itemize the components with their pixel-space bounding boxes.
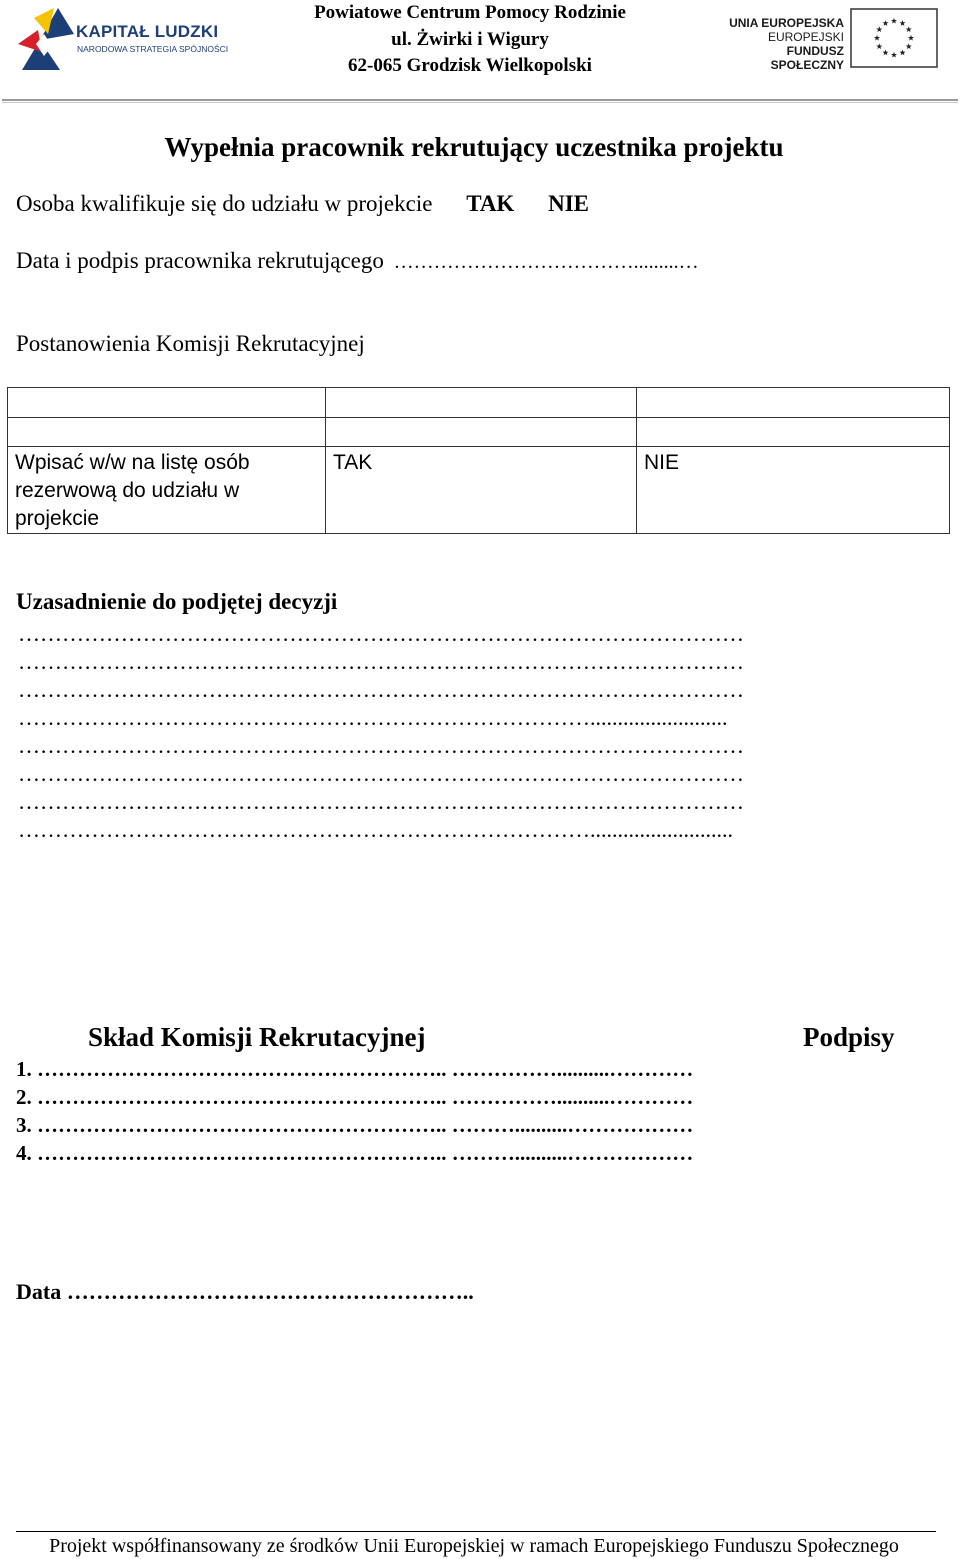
table-cell: [326, 388, 637, 418]
decision-table: [7, 387, 950, 534]
qualification-no-option[interactable]: NIE: [548, 191, 589, 216]
justification-line[interactable]: ………………………………………………………………………………………: [18, 649, 744, 674]
kapital-ludzki-subtitle: NARODOWA STRATEGIA SPÓJNOŚCI: [77, 44, 229, 54]
section-title: Wypełnia pracownik rekrutujący uczestnika projektu: [164, 132, 784, 162]
date-field[interactable]: ………………………………………………..: [66, 1279, 474, 1304]
justification-heading: Uzasadnienie do podjętej decyzji: [16, 589, 338, 614]
institution-address: [280, 0, 660, 80]
reserve-list-label: Wpisać w/w na listę osób rezerwową do udziału w projekcie: [8, 447, 326, 534]
date-label: Data: [16, 1279, 62, 1304]
justification-line[interactable]: ……………………………………………………………………..........................: [18, 817, 733, 842]
footer-text: Projekt współfinansowany ze środków Unii Europejskiej w ramach Europejskiego Funduszu Społecznego: [49, 1535, 899, 1557]
eu-flag-icon: [850, 8, 938, 68]
composition-heading: Skład Komisji Rekrutacyjnej: [88, 1022, 426, 1052]
institution-name: Powiatowe Centrum Pomocy Rodzinie: [314, 2, 626, 23]
header-rule: [2, 99, 958, 101]
qualification-label: Osoba kwalifikuje się do udziału w projekcie: [16, 191, 433, 216]
recruiter-signature-row: [16, 248, 699, 274]
kapital-ludzki-title: KAPITAŁ LUDZKI: [76, 22, 219, 41]
table-cell: [8, 418, 326, 447]
footer-rule: [16, 1531, 936, 1532]
eu-line-3: FUNDUSZ SPOŁECZNY: [770, 44, 844, 72]
member-row[interactable]: 1. ………………………………………………….. ……………..........…………: [16, 1057, 694, 1081]
eu-fund-text: [724, 16, 844, 72]
table-row: [8, 388, 950, 418]
recruiter-signature-field[interactable]: ……………………………….........…: [393, 251, 699, 273]
table-cell: [8, 388, 326, 418]
reserve-list-no-cell[interactable]: NIE: [637, 447, 950, 534]
table-row: [8, 447, 950, 534]
justification-line[interactable]: ………………………………………………………………………………………: [18, 789, 744, 814]
reserve-list-yes-cell[interactable]: TAK: [326, 447, 637, 534]
member-row[interactable]: 4. ………………………………………………….. ………..........………………: [16, 1141, 694, 1165]
justification-line[interactable]: ………………………………………………………………………………………: [18, 677, 744, 702]
table-cell: [637, 418, 950, 447]
table-row: [8, 418, 950, 447]
date-row: [16, 1279, 474, 1305]
recruiter-signature-label: Data i podpis pracownika rekrutującego: [16, 248, 384, 273]
header-rule-thin: [2, 102, 958, 103]
signatures-heading: Podpisy: [803, 1022, 895, 1052]
commission-heading: Postanowienia Komisji Rekrutacyjnej: [16, 331, 365, 356]
institution-city: 62-065 Grodzisk Wielkopolski: [348, 55, 592, 76]
justification-line[interactable]: ………………………………………………………………………………………: [18, 761, 744, 786]
eu-line-2: EUROPEJSKI: [767, 30, 844, 44]
member-row[interactable]: 2. ………………………………………………….. ……………..........…………: [16, 1085, 694, 1109]
table-cell: [637, 388, 950, 418]
justification-line[interactable]: …………………………………………………………………….........................: [18, 705, 728, 730]
qualification-yes-option[interactable]: TAK: [466, 191, 515, 216]
table-cell: [326, 418, 637, 447]
eu-line-1: UNIA EUROPEJSKA: [729, 16, 844, 30]
kapital-ludzki-emblem-icon: [14, 4, 76, 74]
member-row[interactable]: 3. ………………………………………………….. ………..........………………: [16, 1113, 694, 1137]
institution-street: ul. Żwirki i Wigury: [391, 28, 549, 50]
justification-line[interactable]: ………………………………………………………………………………………: [18, 621, 744, 646]
qualification-row: [16, 191, 589, 217]
justification-line[interactable]: ………………………………………………………………………………………: [18, 733, 744, 758]
